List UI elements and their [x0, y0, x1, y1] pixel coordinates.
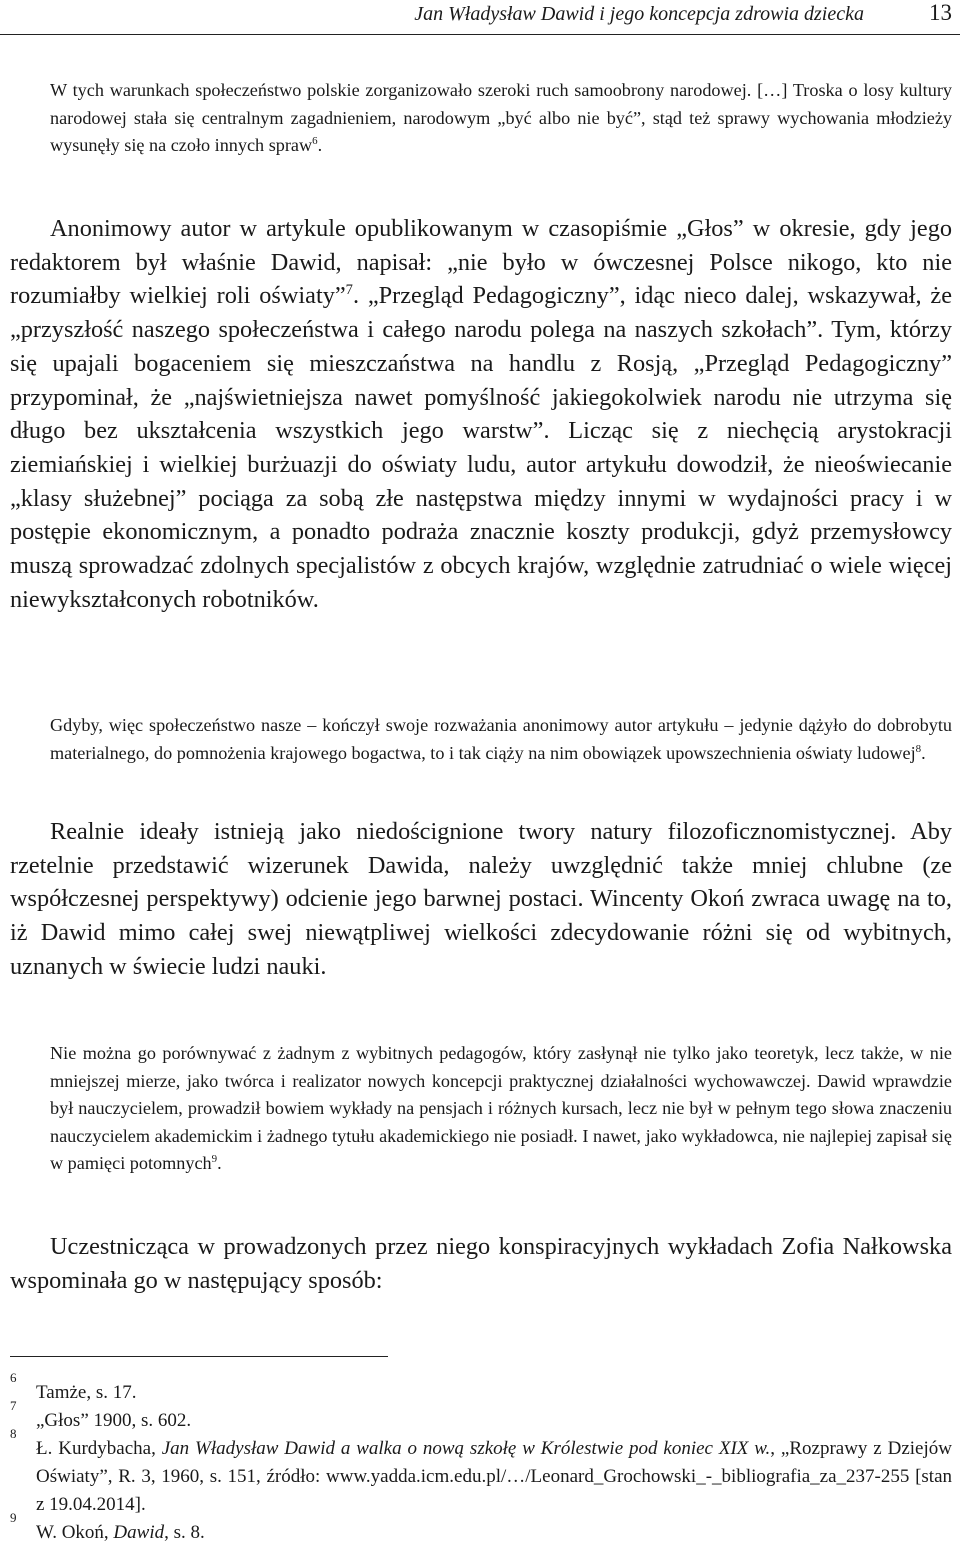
quote-3-tail: .: [217, 1153, 222, 1174]
block-quote-2: [50, 712, 952, 767]
footnote-number: 6: [10, 1370, 17, 1385]
footnote-6: [10, 1370, 952, 1407]
paragraph-3: [10, 1230, 952, 1297]
quote-1-tail: .: [317, 135, 323, 156]
quote-1-text: W tych warunkach społeczeństwo polskie zorganizowało szeroki ruch samoobrony narodowej. […] Troska o losy kultury narodowej stała się centralnym zagadnieniem, narodowym „być albo nie być”, stąd też sprawy wychowania młodzieży wysunęły się na czoło innych spraw: [50, 80, 952, 156]
footnote-source: , „Rozprawy z Dziejów Oświaty”, R. 3, 1960, s. 151, źródło: www.yadda.icm.edu.pl/…/Leonard_Grochowski_-_bibliografia_za_237-255 [stan z 19.04.2014].: [36, 1438, 952, 1515]
running-title: Jan Władysław Dawid i jego koncepcja zdrowia dziecka: [414, 3, 864, 25]
footnote-9: [10, 1510, 952, 1547]
footnote-number: 8: [10, 1426, 17, 1441]
footnote-ref-8[interactable]: 8: [915, 742, 922, 755]
footnote-ref-7[interactable]: 7: [345, 282, 353, 299]
footnote-text: „Głos” 1900, s. 602.: [36, 1410, 192, 1431]
page-number: 13: [929, 0, 952, 25]
footnote-8: [10, 1426, 952, 1519]
block-quote-1: [50, 77, 952, 160]
paragraph-1: [10, 212, 952, 616]
paragraph-1-text-b: . „Przegląd Pedagogiczny”, idąc nieco dalej, wskazywał, że „przyszłość naszego społeczeństwa i całego narodu polega na naszych szkołach”. Tym, którzy się upajali bogaceniem się mieszczaństwa na handlu z Rosją, „Przegląd Pedagogiczny” przypominał, że „najświetniejsza nawet pomyślność jakiegokolwiek narodu nie utrzyma się długo bez ukształcenia wszystkich jego warstw”. Licząc się z niechęcią arystokracji ziemiańskiej i wielkiej burżuazji do oświaty ludu, autor artykułu dowodził, że nieoświecanie „klasy służebnej” pociąga za sobą złe następstwa między innymi w wydajności pracy i w postępie ekonomicznym, a ponadto podraża znacznie koszty produkcji, gdyż przemysłowcy muszą sprowadzać zdolnych specjalistów z obcych krajów, względnie zatrudniać o wiele więcej niewykształconych robotników.: [10, 282, 952, 613]
paragraph-2-text: Realnie ideały istnieją jako niedoścignione twory natury filozoficznomistycznej. Aby rzetelnie przedstawić wizerunek Dawida, należy uwzględnić także mniej chlubne (ze współczesnej perspektywy) odcienie jego barwnej postaci. Wincenty Okoń zwraca uwagę na to, iż Dawid mimo całej swej niewątpliwej wielkości zdecydowanie różni się od wybitnych, uznanych w świecie ludzi nauki.: [10, 818, 952, 980]
paragraph-1-text-a: Anonimowy autor w artykule opublikowanym w czasopiśmie „Głos” w okresie, gdy jego redaktorem był właśnie Dawid, napisał: „nie było w ówczesnej Polsce nikogo, kto nie rozumiałby wielkiej roli oświaty”: [10, 215, 952, 310]
footnote-title: Jan Władysław Dawid a walka o nową szkołę w Królestwie pod koniec XIX w.: [161, 1438, 771, 1459]
block-quote-3: [50, 1040, 952, 1178]
footnote-text: Tamże, s. 17.: [36, 1382, 137, 1403]
quote-2-text: Gdyby, więc społeczeństwo nasze – kończył swoje rozważania anonimowy autor artykułu – jedynie dążyło do dobrobytu materialnego, do pomnożenia krajowego bogactwa, to i tak ciąży na nim obowiązek upowszechnienia oświaty ludowej: [50, 715, 952, 763]
footnote-ref-6[interactable]: 6: [312, 135, 318, 148]
footnote-author: Ł. Kurdybacha,: [36, 1438, 162, 1459]
paragraph-2: [10, 815, 952, 984]
footnote-source: , s. 8.: [164, 1522, 205, 1543]
paragraph-3-text: Uczestnicząca w prowadzonych przez niego konspiracyjnych wykładach Zofia Nałkowska wspominała go w następujący sposób:: [10, 1233, 952, 1294]
quote-2-tail: .: [921, 742, 926, 763]
footnote-author: W. Okoń,: [36, 1522, 114, 1543]
footnote-ref-9[interactable]: 9: [211, 1153, 218, 1166]
footnote-number: 9: [10, 1510, 17, 1525]
running-header: [0, 0, 960, 35]
footnotes: [10, 1370, 952, 1547]
footnote-title: Dawid: [113, 1522, 165, 1543]
footnote-number: 7: [10, 1398, 17, 1413]
quote-3-text: Nie można go porównywać z żadnym z wybitnych pedagogów, który zasłynął nie tylko jako teoretyk, lecz także, w nie mniejszej mierze, jako twórca i realizator nowych koncepcji praktycznej działalności wychowawczej. Dawid wprawdzie był nauczycielem, prowadził bowiem wykłady na pensjach i różnych kursach, lecz nie był w pełnym tego słowa znaczeniu nauczycielem akademickim i żadnego tytułu akademickiego nie posiadł. I nawet, jako wykładowca, nie najlepiej zapisał się w pamięci potomnych: [50, 1043, 952, 1174]
footnote-separator: [10, 1356, 388, 1357]
footnote-7: [10, 1398, 952, 1435]
